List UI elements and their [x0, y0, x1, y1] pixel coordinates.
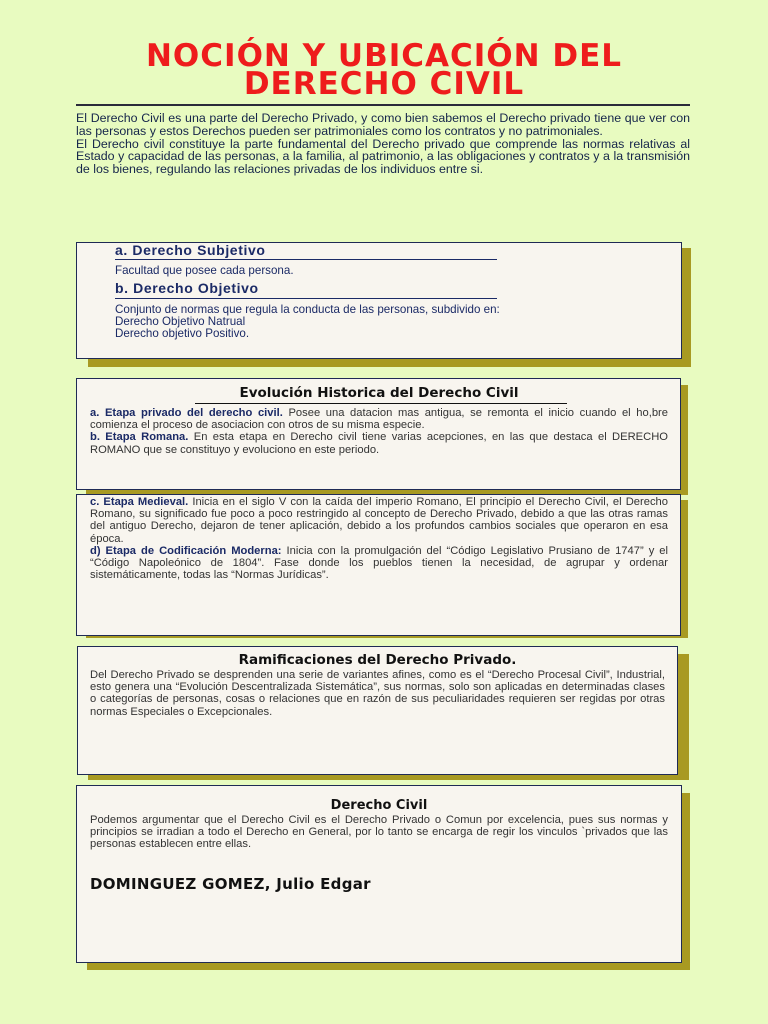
title-divider: [76, 104, 690, 106]
derecho-objetivo-heading: b. Derecho Objetivo: [115, 280, 259, 296]
evolucion-box: [76, 378, 681, 490]
etapa-c-label: c. Etapa Medieval.: [90, 496, 189, 508]
derecho-civil-box: [76, 785, 682, 963]
ramificaciones-text: Del Derecho Privado se desprenden una serie de variantes afines, como es el “Derecho Procesal Civil”, Industrial, esto genera una “Evolución Descentralizada Sistemática”, sus normas, solo son aplicadas en determinadas clases o categorías de personas, cosas o relaciones que en razón de sus peculiaridades requieren ser regidas por otras normas Especiales o Excepcionales.: [90, 669, 665, 718]
etapa-c: [90, 496, 668, 545]
etapa-a: [90, 407, 668, 431]
ramificaciones-heading: Ramificaciones del Derecho Privado.: [238, 652, 517, 668]
etapa-b-label: b. Etapa Romana.: [90, 431, 189, 444]
intro-paragraph-1: El Derecho Civil es una parte del Derecho Privado, y como bien sabemos el Derecho privado tiene que ver con las personas y estos Derechos pueden ser patrimoniales como los contratos y no patrimoniales.: [76, 111, 690, 138]
title-line-1: NOCIÓN Y UBICACIÓN DEL: [145, 38, 623, 74]
evolucion-body: [90, 407, 668, 456]
evolucion-underline: [195, 403, 567, 404]
etapa-d-text: Inicia con la promulgación del “Código Legislativo Prusiano de 1747” y el “Código Napoleónico de 1804”. Fase donde los pueblos tienen la necesidad, de agrupar y ordenar sistemáticamente, todas las “Normas Jurídicas”.: [90, 544, 668, 582]
page-title: [0, 38, 768, 102]
etapa-d-label: d) Etapa de Codificación Moderna:: [90, 544, 282, 557]
etapa-b-text: En esta etapa en Derecho civil tiene varias acepciones, en las que destaca el DERECHO ROMANO que se constituyo y evoluciono en este periodo.: [90, 431, 668, 456]
subjetivo-underline: [115, 259, 497, 260]
etapa-b: [90, 431, 668, 455]
derecho-subjetivo-heading: a. Derecho Subjetivo: [115, 242, 266, 258]
author-name: DOMINGUEZ GOMEZ, Julio Edgar: [90, 874, 371, 893]
objetivo-natural: Derecho Objetivo Natrual: [115, 315, 246, 328]
ramificaciones-box: [77, 646, 678, 775]
etapa-a-text: Posee una datacion mas antigua, se remonta el inicio cuando el ho,bre comienza el proceso de asociacion con otros de su misma especie.: [90, 407, 668, 432]
derecho-civil-text: Podemos argumentar que el Derecho Civil es el Derecho Privado o Comun por excelencia, pues sus normas y principios se irradian a todo el Derecho en General, por lo tanto se encarga de regir los vinculos `privados que las personas establecen entre ellas.: [90, 814, 668, 851]
etapa-d: [90, 545, 668, 582]
objetivo-underline: [115, 298, 497, 299]
etapas-box: [76, 494, 681, 636]
etapa-c-text: Inicia en el siglo V con la caída del imperio Romano, El principio el Derecho Civil, el Derecho Romano, su significado fue poco a poco restringido al concepto de Derecho Privado, debido a que las otras ramas del antiguo Derecho, dejaron de tener aplicación, debido a los profundos cambios sociales que operaron en esa época.: [90, 496, 668, 545]
derecho-subjetivo-text: Facultad que posee cada persona.: [115, 264, 294, 277]
title-line-2: DERECHO CIVIL: [243, 66, 525, 102]
intro-text: [76, 112, 690, 176]
objetivo-definition: Conjunto de normas que regula la conducta de las personas, subdivido en:: [115, 303, 500, 316]
derechos-box: [76, 242, 682, 359]
intro-paragraph-2: El Derecho civil constituye la parte fundamental del Derecho privado que comprende las normas relativas al Estado y capacidad de las personas, a la familia, al patrimonio, a las obligaciones y contratos y a la transmisión de los bienes, regulando las relaciones privadas de los individuos entre si.: [76, 136, 690, 177]
derecho-objetivo-text: [115, 304, 500, 340]
etapas-body: [90, 496, 668, 581]
etapa-a-label: a. Etapa privado del derecho civil.: [90, 407, 283, 419]
derecho-civil-heading: Derecho Civil: [330, 798, 428, 813]
objetivo-positivo: Derecho objetivo Positivo.: [115, 327, 250, 340]
evolucion-heading: Evolución Historica del Derecho Civil: [239, 385, 519, 401]
